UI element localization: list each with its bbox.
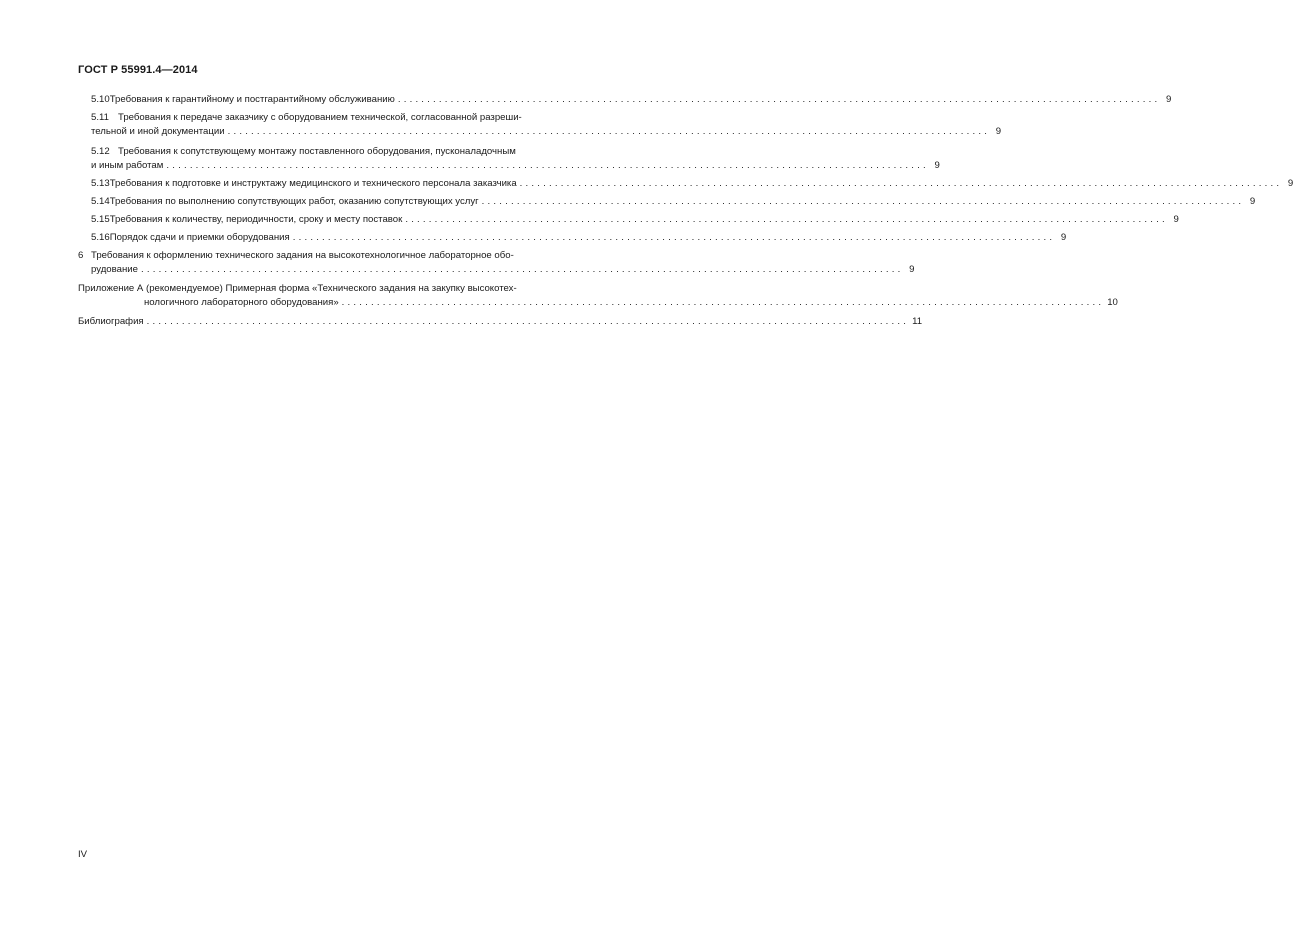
toc-entry-page: 9 bbox=[1060, 232, 1067, 243]
toc-entry-5-13[interactable] bbox=[91, 178, 1293, 190]
toc-entry-5-12-line2[interactable] bbox=[91, 160, 940, 172]
toc-entry-5-15[interactable] bbox=[91, 214, 1179, 226]
toc-entry-6-line2[interactable] bbox=[91, 264, 915, 276]
toc-dot-leader: .................................................................................................................................. bbox=[146, 316, 910, 327]
toc-dot-leader: .................................................................................................................................. bbox=[397, 94, 1161, 105]
toc-entry-6-line1[interactable] bbox=[78, 250, 514, 262]
toc-entry-number: 5.12 bbox=[91, 146, 110, 157]
toc-entry-page: 9 bbox=[1249, 196, 1256, 207]
toc-dot-leader: .................................................................................................................................. bbox=[292, 232, 1056, 243]
toc-entry-text: Библиография bbox=[78, 316, 144, 327]
toc-entry-text: Требования по выполнению сопутствующих работ, оказанию сопутствующих услуг bbox=[109, 196, 479, 207]
toc-dot-leader: .................................................................................................................................. bbox=[519, 178, 1283, 189]
toc-entry-page: 10 bbox=[1107, 297, 1118, 308]
toc-entry-text: Требования к передаче заказчику с оборудованием технической, согласованной разреши- bbox=[118, 112, 522, 123]
toc-entry-page: 11 bbox=[912, 316, 923, 327]
toc-entry-5-12-line1[interactable] bbox=[91, 146, 516, 158]
toc-entry-text: и иным работам bbox=[91, 160, 164, 171]
toc-entry-number: 5.16 bbox=[91, 232, 110, 243]
toc-entry-page: 9 bbox=[1166, 94, 1172, 105]
toc-dot-leader: .................................................................................................................................. bbox=[481, 196, 1245, 207]
toc-entry-appendix-a-line1[interactable] bbox=[78, 283, 517, 295]
page-number-footer: IV bbox=[78, 849, 88, 860]
toc-dot-leader: .................................................................................................................................. bbox=[227, 126, 991, 137]
toc-dot-leader: .................................................................................................................................. bbox=[341, 297, 1105, 308]
toc-entry-bibliography[interactable] bbox=[78, 316, 923, 328]
toc-entry-text: Требования к подготовке и инструктажу медицинского и технического персонала заказчика bbox=[109, 178, 517, 189]
toc-entry-text: Приложение А (рекомендуемое) Примерная форма «Технического задания на закупку высокотех- bbox=[78, 283, 517, 294]
toc-entry-5-10[interactable] bbox=[91, 94, 1172, 106]
toc-entry-page: 9 bbox=[1287, 178, 1293, 189]
toc-entry-page: 9 bbox=[909, 264, 915, 275]
toc-entry-number: 6 bbox=[78, 250, 84, 261]
toc-entry-5-11-line1[interactable] bbox=[91, 112, 522, 124]
toc-entry-number: 5.10 bbox=[91, 94, 110, 105]
toc-entry-number: 5.15 bbox=[91, 214, 110, 225]
toc-entry-5-11-line2[interactable] bbox=[91, 126, 1002, 138]
toc-entry-text: нологичного лабораторного оборудования» bbox=[144, 297, 339, 308]
toc-entry-text: Требования к оформлению технического задания на высокотехнологичное лабораторное обо- bbox=[91, 250, 514, 261]
toc-entry-number: 5.14 bbox=[91, 196, 110, 207]
toc-entry-number: 5.13 bbox=[91, 178, 110, 189]
toc-entry-text: Требования к количеству, периодичности, сроку и месту поставок bbox=[109, 214, 403, 225]
toc-entry-appendix-a-line2[interactable] bbox=[144, 297, 1118, 309]
toc-entry-number: 5.11 bbox=[91, 112, 109, 123]
toc-dot-leader: .................................................................................................................................. bbox=[140, 264, 904, 275]
document-header: ГОСТ Р 55991.4—2014 bbox=[78, 64, 198, 76]
toc-entry-text: Требования к сопутствующему монтажу поставленного оборудования, пусконаладочным bbox=[118, 146, 516, 157]
toc-entry-text: Требования к гарантийному и постгарантийному обслуживанию bbox=[109, 94, 395, 105]
toc-entry-text: Порядок сдачи и приемки оборудования bbox=[109, 232, 290, 243]
toc-entry-page: 9 bbox=[1173, 214, 1179, 225]
toc-dot-leader: .................................................................................................................................. bbox=[405, 214, 1168, 225]
toc-entry-text: рудование bbox=[91, 264, 138, 275]
toc-entry-5-16[interactable] bbox=[91, 232, 1067, 244]
toc-entry-text: тельной и иной документации bbox=[91, 126, 225, 137]
toc-entry-5-14[interactable] bbox=[91, 196, 1256, 208]
toc-entry-page: 9 bbox=[995, 126, 1002, 137]
toc-entry-page: 9 bbox=[934, 160, 940, 171]
toc-dot-leader: .................................................................................................................................. bbox=[166, 160, 929, 171]
